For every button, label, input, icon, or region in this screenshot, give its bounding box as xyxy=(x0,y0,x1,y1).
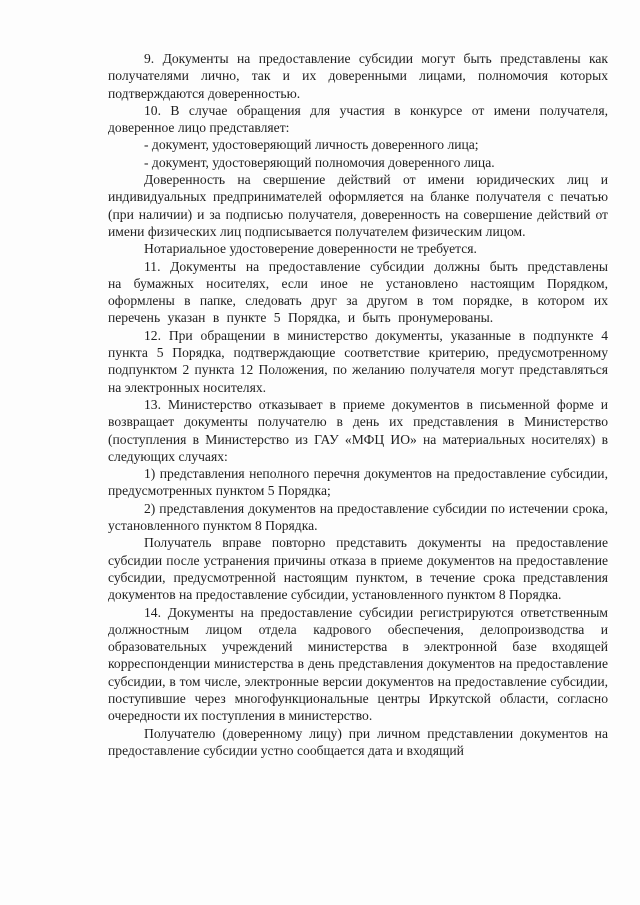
paragraph-11: 11. Документы на предоставление субсидии должны быть представлены на бумажных носителях, если иное не установлено настоящим Порядком, оформлены в папке, следовать друг за другом в том порядке, в котором их перечень указан в пункте 5 Порядка, и быть пронумерованы. xyxy=(108,258,608,326)
paragraph-notarization: Нотариальное удостоверение доверенности не требуется. xyxy=(144,241,477,257)
list-item-identity-document: - документ, удостоверяющий личность доверенного лица; xyxy=(144,137,479,153)
paragraph-13: 13. Министерство отказывает в приеме документов в письменной форме и возвращает документы получателю в день их представления в Министерство (поступления в Министерство из ГАУ «МФЦ ИО» на материальных носителях) в следующих случаях: xyxy=(108,396,608,464)
paragraph-registration-notice: Получателю (доверенному лицу) при личном представлении документов на предоставление субсидии устно сообщается дата и входящий xyxy=(108,725,608,758)
paragraph-9: 9. Документы на предоставление субсидии могут быть представлены как получателями лично, так и их доверенными лицами, полномочия которых подтверждаются доверенностью. xyxy=(108,51,608,101)
paragraph-10: 10. В случае обращения для участия в конкурсе от имени получателя, доверенное лицо представляет: xyxy=(108,102,608,136)
document-body xyxy=(108,50,608,759)
list-item-incomplete-documents: 1) представления неполного перечня документов на предоставление субсидии, предусмотренных пунктом 5 Порядка; xyxy=(108,466,608,499)
paragraph-resubmission: Получатель вправе повторно представить документы на предоставление субсидии после устранения причины отказа в приеме документов на предоставление субсидии, предусмотренной настоящим пунктом, в течение срока представления документов на предоставление субсидии, установленного пунктом 8 Порядка. xyxy=(108,535,608,603)
paragraph-14: 14. Документы на предоставление субсидии регистрируются ответственным должностным лицом отдела кадрового обеспечения, делопроизводства и образовательных учреждений министерства в электронной базе входящей корреспонденции министерства в день представления документов на предоставление субсидии, в том числе, электронные версии документов на предоставление субсидии, поступившие через многофункциональные центры Иркутской области, согласно очередности их поступления в министерство. xyxy=(108,604,608,724)
paragraph-power-of-attorney: Доверенность на свершение действий от имени юридических лиц и индивидуальных предпринимателей оформляется на бланке получателя с печатью (при наличии) и за подписью получателя, доверенность на совершение действий от имени физических лиц подписывается получателем физическим лицом. xyxy=(108,172,608,239)
list-item-late-submission: 2) представления документов на предоставление субсидии по истечении срока, установленного пунктом 8 Порядка. xyxy=(108,500,608,534)
list-item-authority-document: - документ, удостоверяющий полномочия доверенного лица. xyxy=(144,154,495,170)
paragraph-12: 12. При обращении в министерство документы, указанные в подпункте 4 пункта 5 Порядка, подтверждающие соответствие критерию, предусмотренному подпунктом 2 пункта 12 Положения, по желанию получателя могут представляться на электронных носителях. xyxy=(108,327,608,395)
